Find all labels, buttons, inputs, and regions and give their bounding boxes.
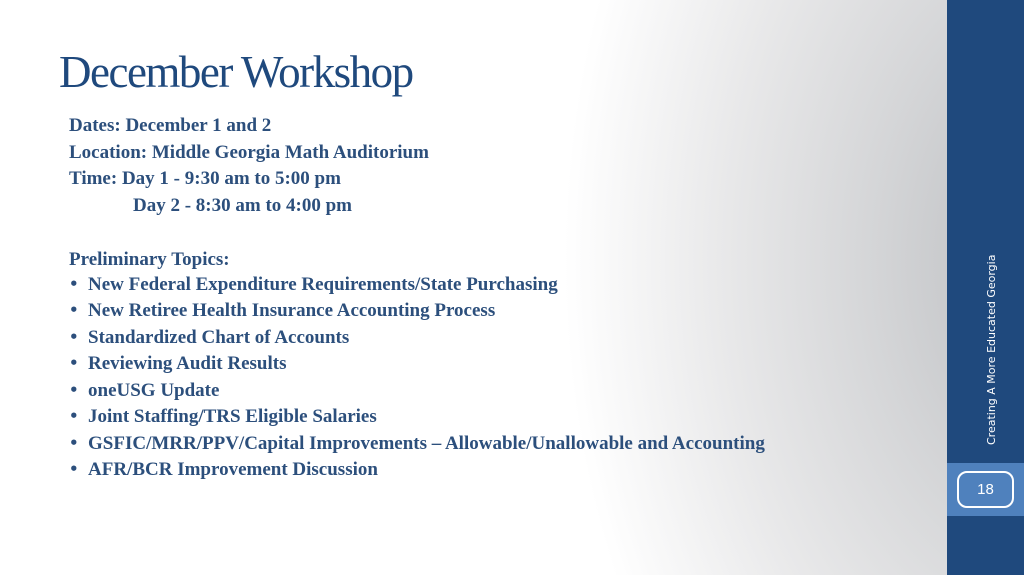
bullet-icon: • <box>69 460 79 478</box>
topic-text: Reviewing Audit Results <box>88 353 287 374</box>
sidebar-tagline: Creating A More Educated Georgia <box>985 254 998 445</box>
slide-title: December Workshop <box>59 47 413 97</box>
time-day2-line: Day 2 - 8:30 am to 4:00 pm <box>133 194 353 216</box>
spacer <box>69 219 769 247</box>
topic-text: New Federal Expenditure Requirements/State Purchasing <box>88 273 558 295</box>
topic-text: Standardized Chart of Accounts <box>88 326 350 348</box>
list-item <box>69 353 769 374</box>
topic-text: oneUSG Update <box>88 379 220 401</box>
topic-text: GSFIC/MRR/PPV/Capital Improvements – Allowable/Unallowable and Accounting <box>88 432 765 454</box>
bullet-icon: • <box>69 301 79 319</box>
list-item <box>69 380 769 401</box>
list-item <box>69 274 769 295</box>
list-item <box>69 300 769 321</box>
list-item <box>69 327 769 348</box>
bullet-icon: • <box>69 274 79 293</box>
topic-text: AFR/BCR Improvement Discussion <box>88 459 378 480</box>
list-item <box>69 406 769 427</box>
page-number: 18 <box>977 481 994 498</box>
topics-heading: Preliminary Topics: <box>69 249 230 270</box>
bullet-icon: • <box>69 433 79 452</box>
bullet-icon: • <box>69 380 79 399</box>
time-day1-line: Time: Day 1 - 9:30 am to 5:00 pm <box>69 168 341 189</box>
topic-text: New Retiree Health Insurance Accounting Process <box>88 300 496 321</box>
bullet-icon: • <box>69 327 79 346</box>
slide-body <box>69 113 769 486</box>
bullet-icon: • <box>69 354 79 372</box>
list-item <box>69 433 769 454</box>
topics-list <box>69 274 769 481</box>
location-line: Location: Middle Georgia Math Auditorium <box>69 141 429 163</box>
list-item <box>69 459 769 480</box>
dates-line: Dates: December 1 and 2 <box>69 115 272 136</box>
bullet-icon: • <box>69 407 79 425</box>
topic-text: Joint Staffing/TRS Eligible Salaries <box>88 406 377 427</box>
